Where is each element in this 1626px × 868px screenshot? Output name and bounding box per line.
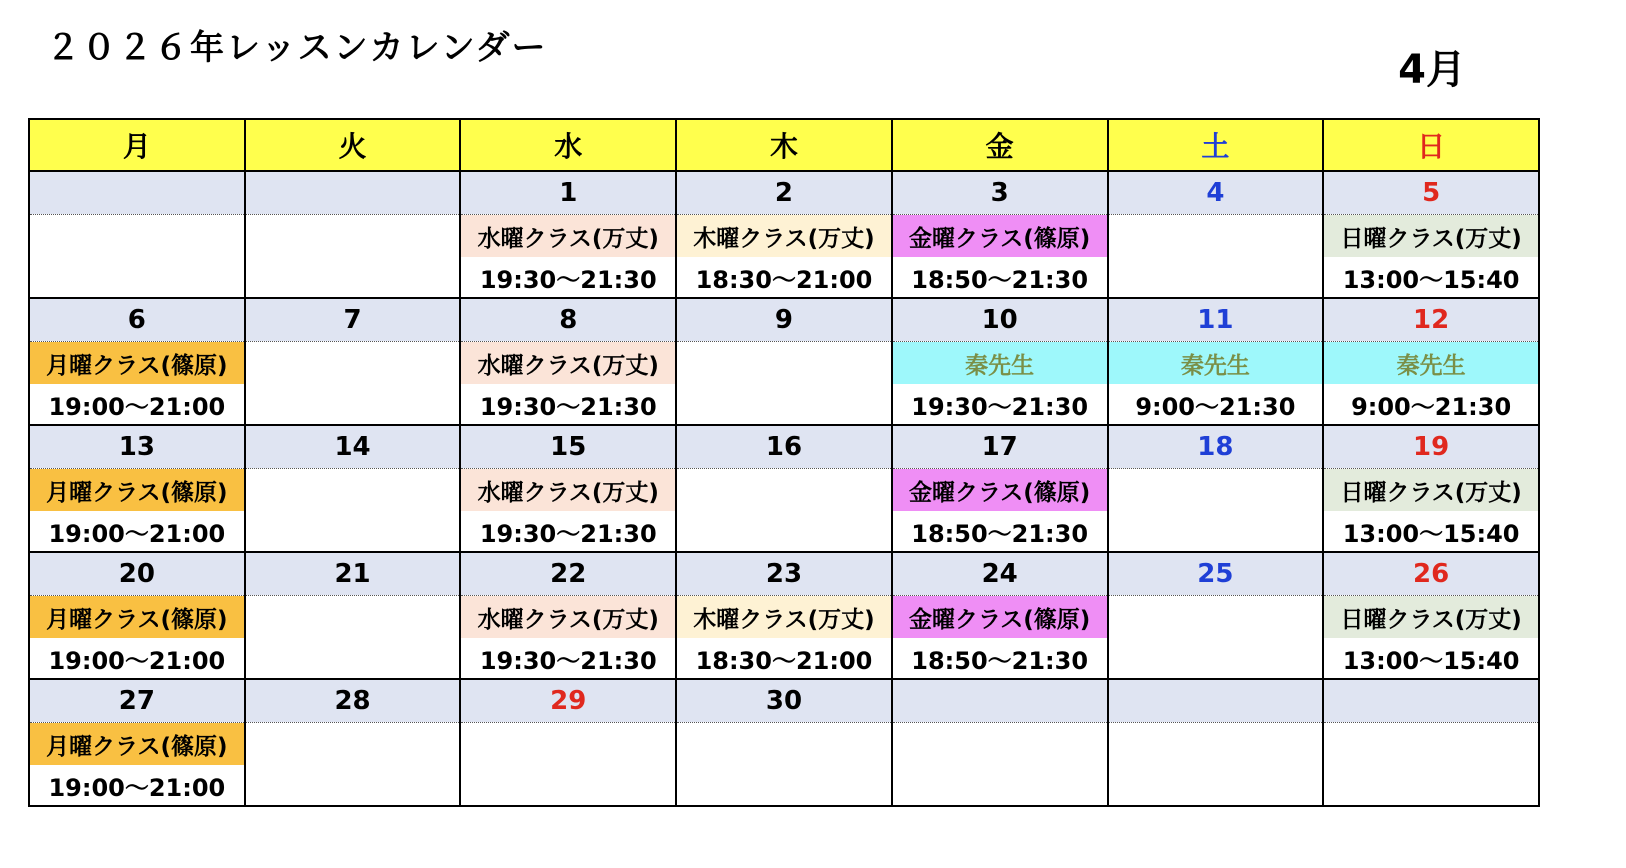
time-cell: 19:00〜21:00 xyxy=(29,511,245,552)
class-cell: 秦先生 xyxy=(1108,342,1324,385)
time-cell xyxy=(245,765,461,806)
class-cell: 木曜クラス(万丈) xyxy=(676,596,892,639)
time-cell: 9:00〜21:30 xyxy=(1108,384,1324,425)
date-cell: 8 xyxy=(460,298,676,342)
week-4-times xyxy=(29,638,1539,679)
date-cell: 14 xyxy=(245,425,461,469)
date-cell xyxy=(1323,679,1539,723)
date-cell: 21 xyxy=(245,552,461,596)
lesson-calendar xyxy=(28,118,1540,807)
time-cell xyxy=(245,638,461,679)
class-cell: 日曜クラス(万丈) xyxy=(1323,596,1539,639)
class-cell: 月曜クラス(篠原) xyxy=(29,596,245,639)
time-cell xyxy=(1108,511,1324,552)
time-cell: 18:30〜21:00 xyxy=(676,638,892,679)
class-cell: 月曜クラス(篠原) xyxy=(29,723,245,766)
week-3-times xyxy=(29,511,1539,552)
date-cell xyxy=(245,171,461,215)
calendar-title: ２０２６年レッスンカレンダー xyxy=(46,28,548,68)
week-2-dates xyxy=(29,298,1539,342)
date-cell: 30 xyxy=(676,679,892,723)
time-cell xyxy=(245,257,461,298)
date-cell: 12 xyxy=(1323,298,1539,342)
class-cell xyxy=(1108,596,1324,639)
time-cell xyxy=(245,511,461,552)
date-cell: 2 xyxy=(676,171,892,215)
week-2-times xyxy=(29,384,1539,425)
time-cell: 19:30〜21:30 xyxy=(460,511,676,552)
time-cell: 19:30〜21:30 xyxy=(460,257,676,298)
week-5-dates xyxy=(29,679,1539,723)
week-5-times xyxy=(29,765,1539,806)
week-4-dates xyxy=(29,552,1539,596)
time-cell: 19:30〜21:30 xyxy=(892,384,1108,425)
class-cell xyxy=(1108,723,1324,766)
week-3-dates xyxy=(29,425,1539,469)
week-1-dates xyxy=(29,171,1539,215)
time-cell: 19:30〜21:30 xyxy=(460,638,676,679)
class-cell: 木曜クラス(万丈) xyxy=(676,215,892,258)
class-cell xyxy=(245,215,461,258)
date-cell: 25 xyxy=(1108,552,1324,596)
weekday-wed: 水 xyxy=(460,119,676,171)
class-cell: 秦先生 xyxy=(1323,342,1539,385)
date-cell: 5 xyxy=(1323,171,1539,215)
week-1-classes xyxy=(29,215,1539,258)
time-cell xyxy=(1323,765,1539,806)
week-4-classes xyxy=(29,596,1539,639)
date-cell: 11 xyxy=(1108,298,1324,342)
time-cell: 18:50〜21:30 xyxy=(892,638,1108,679)
class-cell: 水曜クラス(万丈) xyxy=(460,342,676,385)
class-cell xyxy=(1323,723,1539,766)
date-cell: 3 xyxy=(892,171,1108,215)
date-cell: 19 xyxy=(1323,425,1539,469)
time-cell: 9:00〜21:30 xyxy=(1323,384,1539,425)
class-cell xyxy=(676,342,892,385)
week-5-classes xyxy=(29,723,1539,766)
date-cell: 18 xyxy=(1108,425,1324,469)
date-cell: 29 xyxy=(460,679,676,723)
class-cell xyxy=(1108,215,1324,258)
date-cell: 22 xyxy=(460,552,676,596)
class-cell: 金曜クラス(篠原) xyxy=(892,215,1108,258)
class-cell: 秦先生 xyxy=(892,342,1108,385)
weekday-tue: 火 xyxy=(245,119,461,171)
class-cell: 月曜クラス(篠原) xyxy=(29,469,245,512)
time-cell xyxy=(1108,257,1324,298)
date-cell: 20 xyxy=(29,552,245,596)
class-cell: 水曜クラス(万丈) xyxy=(460,596,676,639)
date-cell: 6 xyxy=(29,298,245,342)
weekday-sat: 土 xyxy=(1108,119,1324,171)
class-cell: 水曜クラス(万丈) xyxy=(460,469,676,512)
date-cell xyxy=(1108,679,1324,723)
time-cell: 13:00〜15:40 xyxy=(1323,257,1539,298)
class-cell xyxy=(245,723,461,766)
date-cell: 16 xyxy=(676,425,892,469)
date-cell: 23 xyxy=(676,552,892,596)
class-cell: 月曜クラス(篠原) xyxy=(29,342,245,385)
date-cell: 24 xyxy=(892,552,1108,596)
date-cell: 9 xyxy=(676,298,892,342)
class-cell xyxy=(245,469,461,512)
class-cell: 金曜クラス(篠原) xyxy=(892,596,1108,639)
class-cell xyxy=(676,469,892,512)
weekday-mon: 月 xyxy=(29,119,245,171)
date-cell: 26 xyxy=(1323,552,1539,596)
weekday-header-row xyxy=(29,119,1539,171)
time-cell xyxy=(892,765,1108,806)
class-cell xyxy=(245,596,461,639)
class-cell: 金曜クラス(篠原) xyxy=(892,469,1108,512)
time-cell xyxy=(676,511,892,552)
time-cell: 18:50〜21:30 xyxy=(892,257,1108,298)
date-cell: 10 xyxy=(892,298,1108,342)
time-cell xyxy=(676,765,892,806)
class-cell xyxy=(460,723,676,766)
time-cell xyxy=(245,384,461,425)
date-cell: 27 xyxy=(29,679,245,723)
class-cell xyxy=(892,723,1108,766)
time-cell xyxy=(460,765,676,806)
time-cell: 18:30〜21:00 xyxy=(676,257,892,298)
time-cell xyxy=(29,257,245,298)
date-cell: 28 xyxy=(245,679,461,723)
time-cell: 18:50〜21:30 xyxy=(892,511,1108,552)
date-cell: 4 xyxy=(1108,171,1324,215)
time-cell: 19:00〜21:00 xyxy=(29,765,245,806)
date-cell xyxy=(29,171,245,215)
class-cell: 日曜クラス(万丈) xyxy=(1323,215,1539,258)
time-cell: 19:30〜21:30 xyxy=(460,384,676,425)
weekday-thu: 木 xyxy=(676,119,892,171)
class-cell xyxy=(676,723,892,766)
time-cell xyxy=(676,384,892,425)
time-cell: 13:00〜15:40 xyxy=(1323,638,1539,679)
time-cell xyxy=(1108,765,1324,806)
class-cell: 水曜クラス(万丈) xyxy=(460,215,676,258)
week-2-classes xyxy=(29,342,1539,385)
date-cell xyxy=(892,679,1108,723)
weekday-sun: 日 xyxy=(1323,119,1539,171)
class-cell xyxy=(29,215,245,258)
class-cell: 日曜クラス(万丈) xyxy=(1323,469,1539,512)
date-cell: 7 xyxy=(245,298,461,342)
date-cell: 15 xyxy=(460,425,676,469)
date-cell: 1 xyxy=(460,171,676,215)
class-cell xyxy=(245,342,461,385)
time-cell: 19:00〜21:00 xyxy=(29,384,245,425)
time-cell: 13:00〜15:40 xyxy=(1323,511,1539,552)
time-cell xyxy=(1108,638,1324,679)
month-label: 4月 xyxy=(1398,47,1466,93)
date-cell: 17 xyxy=(892,425,1108,469)
week-3-classes xyxy=(29,469,1539,512)
date-cell: 13 xyxy=(29,425,245,469)
class-cell xyxy=(1108,469,1324,512)
weekday-fri: 金 xyxy=(892,119,1108,171)
time-cell: 19:00〜21:00 xyxy=(29,638,245,679)
week-1-times xyxy=(29,257,1539,298)
